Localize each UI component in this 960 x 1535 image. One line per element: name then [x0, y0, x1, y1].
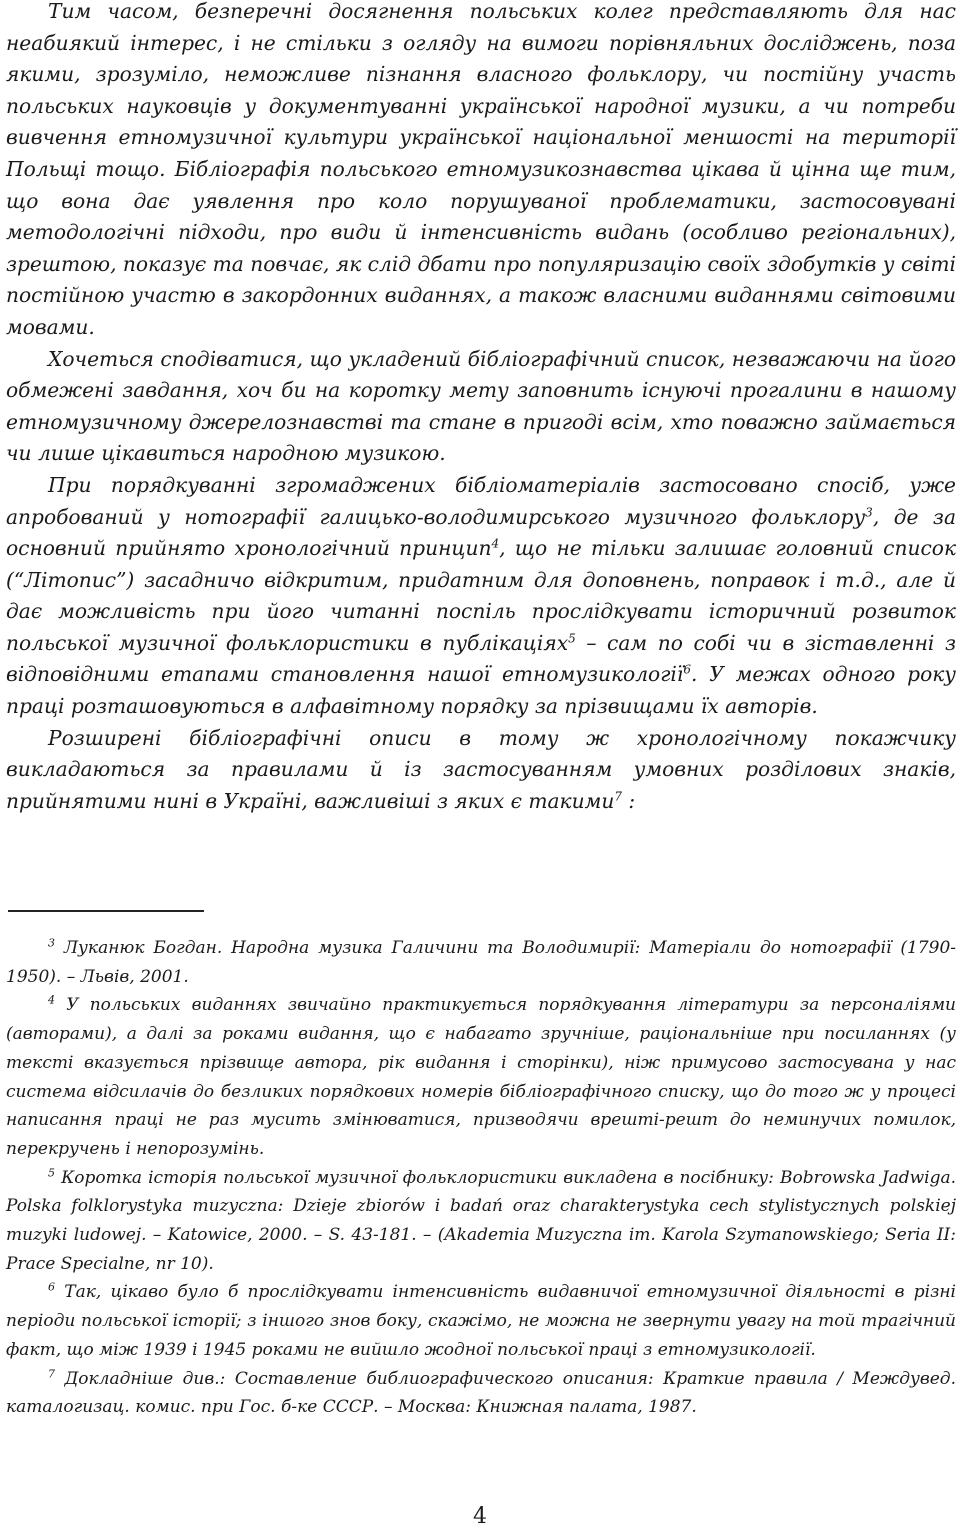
footnote-text: Так, цікаво було б прослідкувати інтенсивність видавничої етномузичної діяльності в різні періоди польської історії; з іншого знов боку, скажімо, не можна не звернути увагу на той трагічний факт, що між 1939 і 1945 роками не вийшло жодної польської праці з етномузикології. [6, 1282, 956, 1360]
main-text [6, 0, 956, 817]
footnote-3 [6, 934, 956, 991]
paragraph-3-text-a: При порядкуванні згромаджених бібліоматеріалів застосовано спосіб, уже апробований у нотографії галицько-володимирського музичного фольклору [6, 472, 956, 529]
paragraph-1: Тим часом, безперечні досягнення польських колег представляють для нас неабиякий інтерес, і не стільки з огляду на вимоги порівняльних досліджень, поза якими, зрозуміло, неможливе пізнання власного фольклору, чи постійну участь польських науковців у документуванні української народної музики, а чи потреби вивчення етномузичної культури української національної меншості на території Польщі тощо. Бібліографія польського етномузикознавства цікава й цінна ще тим, що вона дає уявлення про коло порушуваної проблематики, застосовувані методологічні підходи, про види й інтенсивність видань (особливо регіональних), зрештою, показує та повчає, як слід дбати про популяризацію своїх здобутків у світі постійною участю в закордонних виданнях, а також власними виданнями світовими мовами. [6, 0, 957, 339]
footnote-ref-3: 3 [865, 504, 873, 519]
footnote-text: Докладніше див.: Составление библиографического описания: Краткие правила / Междувед. каталогизац. комис. при Гос. б-ке СССР. – Москва: Книжная палата, 1987. [6, 1368, 956, 1418]
footnote-text: Коротка історія польської музичної фольклористики викладена в посібнику: Bobrowska Jadwiga. Polska folklorystyka muzyczna: Dzieje zbiorów i badań oraz charakterystyka cech stylistycznych polskiej muzyki ludowej. – Katowice, 2000. – S. 43-181. – (Akademia Muzyczna im. Karola Szymanowskiego; Seria II: Prace Specialne, nr 10). [6, 1167, 956, 1274]
page-number: 4 [473, 1504, 487, 1529]
footnote-7 [6, 1365, 956, 1422]
paragraph-3 [6, 470, 956, 723]
footnote-text: У польських виданнях звичайно практикується порядкування літератури за персоналіями (авторами), а далі за роками видання, що є набагато зручніше, раціональніше при посиланнях (у тексті вказується прізвище автора, рік видання і сторінки), ніж примусово застосувана у нас система відсилачів до безликих порядкових номерів бібліографічного списку, що до того ж у процесі написання праці не раз мусить змінюватися, призводячи врешті-решт до неминучих помилок, перекручень і непорозумінь. [6, 995, 956, 1159]
paragraph-3-text-c: , що не тільки залишає головний список (“Літопис”) засадничо відкритим, придатним для доповнень, поправок і т.д., але й дає можливість при його читанні поспіль прослідкувати історичний розвиток польської музичної фольклористики в публікаціях [6, 536, 956, 655]
footnote-ref-5: 5 [568, 631, 576, 646]
paragraph-2: Хочеться сподіватися, що укладений бібліографічний список, незважаючи на його обмежені завдання, хоч би на коротку мету заповнить існуючі прогалини в нашому етномузичному джерелознавстві та стане в пригоді всім, хто поважно займається чи лише цікавиться народною музикою. [6, 346, 956, 466]
footnote-ref-7: 7 [614, 789, 622, 804]
footnotes [6, 934, 956, 1422]
footnote-separator [8, 910, 204, 912]
footnote-number: 7 [48, 1366, 55, 1380]
paragraph-4-text-b: : [621, 788, 636, 813]
footnote-6 [6, 1278, 956, 1364]
paragraph-3-text-e: . У межах одного року праці розташовуються в алфавітному порядку за прізвищами їх авторів. [6, 662, 956, 719]
paragraph-4 [6, 723, 956, 818]
footnote-ref-6: 6 [683, 662, 691, 677]
footnote-number: 5 [48, 1165, 55, 1179]
footnote-number: 4 [48, 993, 55, 1007]
footnote-4 [6, 991, 956, 1163]
footnote-5 [6, 1164, 956, 1279]
footnote-number: 6 [48, 1280, 55, 1294]
paragraph-4-text-a: Розширені бібліографічні описи в тому ж хронологічному покажчику викладаються за правилами й із застосуванням умовних розділових знаків, прийнятими нині в Україні, важливіші з яких є такими [6, 725, 956, 813]
footnote-number: 3 [48, 936, 55, 950]
footnote-ref-4: 4 [491, 536, 500, 551]
paragraph-3-text-b: , де за основний прийнято хронологічний принцип [6, 504, 956, 561]
footnote-text: Луканюк Богдан. Народна музика Галичини та Володимирії: Матеріали до нотографії (1790-1950). – Львів, 2001. [6, 938, 956, 987]
paragraph-3-text-d: – сам по собі чи в зіставленні з відповідними етапами становлення нашої етномузикології [6, 630, 956, 687]
